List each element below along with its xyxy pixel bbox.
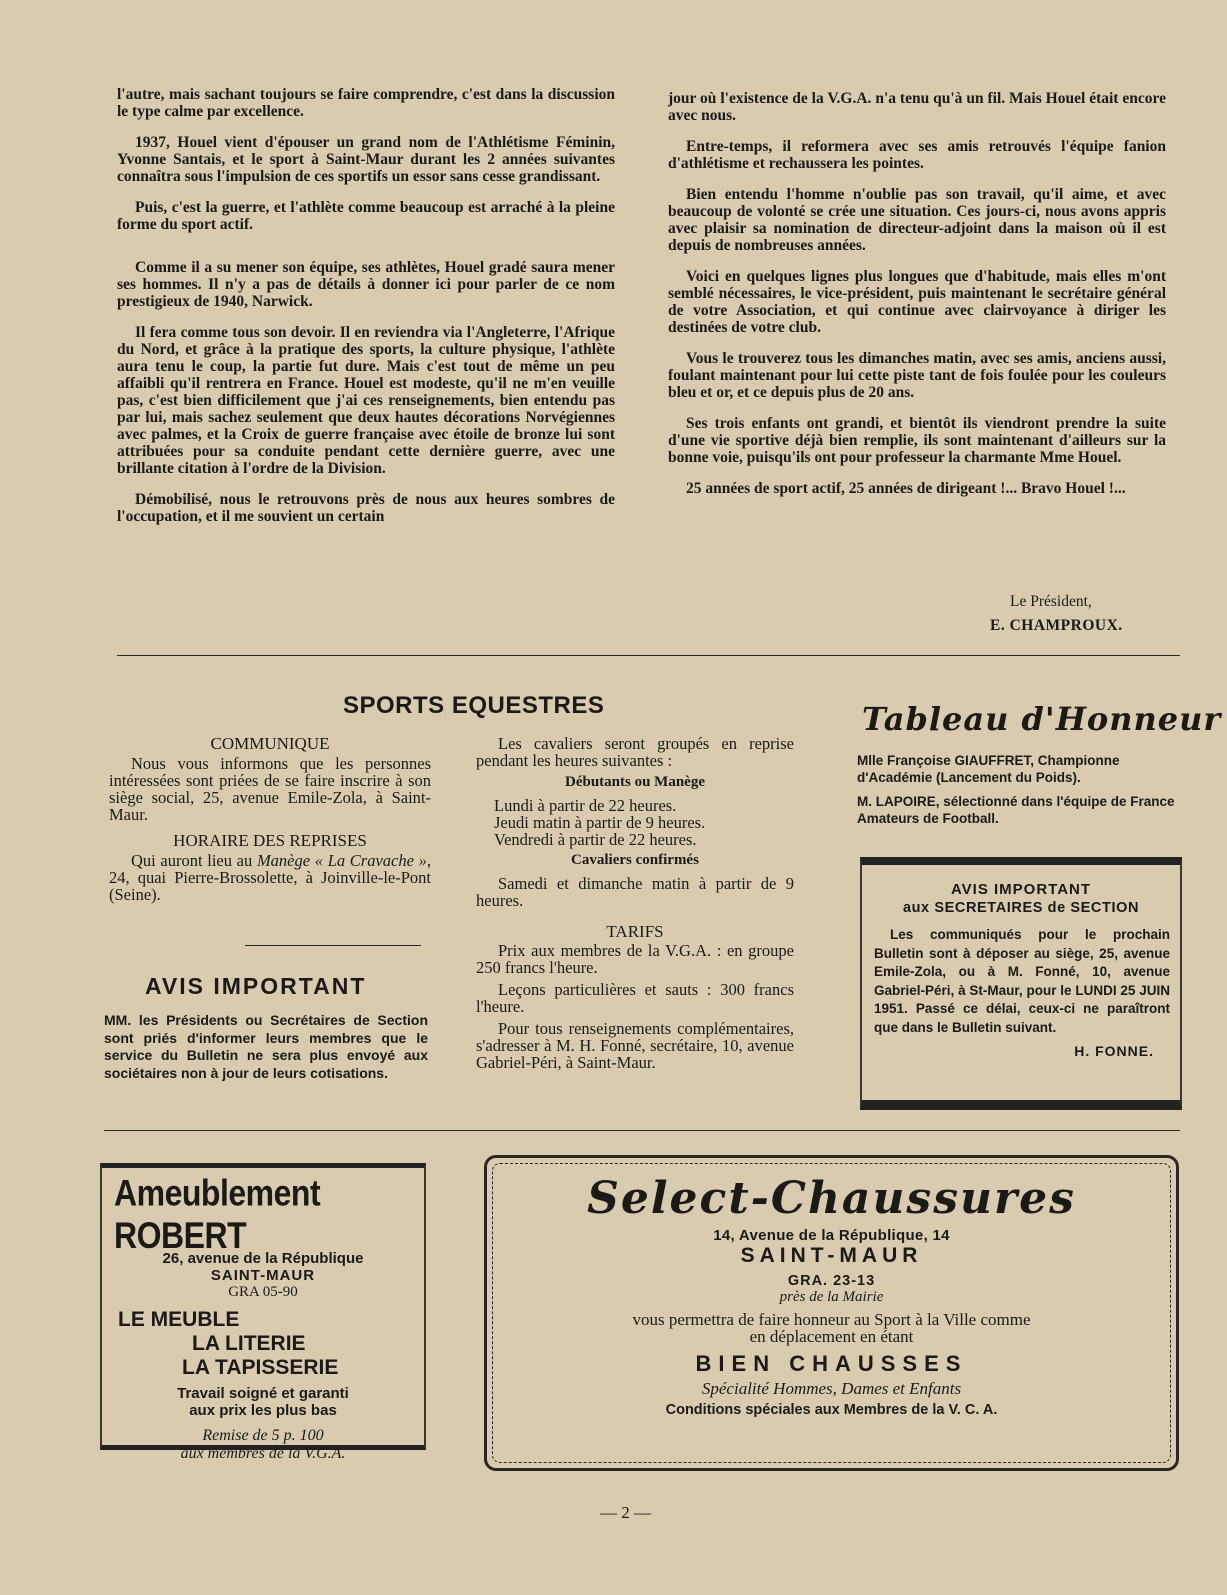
avis-left-text: MM. les Présidents ou Secrétaires de Section sont priés d'informer leurs membres que le service du Bulletin ne sera plus envoyé aux sociétaires non à jour de leurs cotisations. <box>104 1012 428 1081</box>
ad-robert-city: SAINT-MAUR <box>210 1267 316 1284</box>
article-right-paragraph: Voici en quelques lignes plus longues que d'habitude, mais elles m'ont semblé nécessaires, le vice-président, puis maintenant le secrétaire général de votre Association, et qui continue avec clairvoyance à diriger les destinées de votre club. <box>668 268 1166 336</box>
confirmes-text: Samedi et dimanche matin à partir de 9 heures. <box>476 874 794 910</box>
ad-robert-phone: GRA 05-90 <box>228 1284 298 1300</box>
ad-robert-discount-1: Remise de 5 p. 100 <box>202 1427 324 1444</box>
ad-select-title: Select-Chaussures <box>587 1173 1076 1224</box>
confirmes-heading: Cavaliers confirmés <box>571 852 699 868</box>
debutants-heading: Débutants ou Manège <box>564 774 705 790</box>
ad-select-address: 14, Avenue de la République, 14 <box>713 1227 950 1244</box>
article-right-paragraph: jour où l'existence de la V.G.A. n'a tenu qu'à un fil. Mais Houel était encore avec nous. <box>668 90 1166 124</box>
debutants-line: Jeudi matin à partir de 9 heures. <box>494 813 706 832</box>
ad-robert-line2: LA LITERIE <box>192 1332 306 1355</box>
tarifs-line: Prix aux membres de la V.G.A. : en groupe 250 francs l'heure. <box>476 941 794 977</box>
article-right-paragraph: Vous le trouverez tous les dimanches matin, avec ses amis, anciens aussi, foulant maintenant pour lui cette piste tant de fois foulée pour les couleurs bleu et or, et ce depuis plus de 20 ans. <box>668 350 1166 401</box>
equestres-left-column <box>109 735 431 903</box>
ad-select-phone: GRA. 23-13 <box>787 1273 876 1289</box>
tarifs-line: Pour tous renseignements complémentaires, s'adresser à M. H. Fonné, secrétaire, 10, avenue Gabriel-Péri, à Saint-Maur. <box>476 1019 794 1072</box>
tableau-title: Tableau d'Honneur <box>862 700 1222 738</box>
ad-select-text: vous permettra de faire honneur au Sport à la Ville comme en déplacement en étant <box>632 1310 1031 1346</box>
debutants-line: Lundi à partir de 22 heures. <box>494 796 677 815</box>
ad-robert-prices: aux prix les plus bas <box>189 1402 337 1419</box>
ad-robert-line1: LE MEUBLE <box>118 1308 240 1331</box>
article-left-paragraph: l'autre, mais sachant toujours se faire comprendre, c'est dans la discussion le type calme par excellence. <box>117 86 615 120</box>
ad-select-speciality: Spécialité Hommes, Dames et Enfants <box>701 1379 962 1398</box>
tarifs-heading: TARIFS <box>606 922 664 941</box>
tableau-entry: Mlle Françoise GIAUFFRET, Championne d'Académie (Lancement du Poids). <box>857 753 1120 785</box>
ad-select <box>484 1155 1179 1471</box>
ad-robert <box>100 1163 426 1462</box>
tarifs-line: Leçons particulières et sauts : 300 francs l'heure. <box>476 980 794 1016</box>
horaire-heading: HORAIRE DES REPRISES <box>173 831 367 850</box>
equestres-title: SPORTS EQUESTRES <box>343 692 605 719</box>
article-right-paragraph: Bien entendu l'homme n'oublie pas son travail, qu'il aime, et avec beaucoup de volonté se crée une situation. Ces jours-ci, nous avons appris avec plaisir sa nomination de directeur-adjoint dans la maison où il est depuis de nombreuses années. <box>668 186 1166 254</box>
avis-right-signature: H. FONNE. <box>1074 1043 1154 1059</box>
article-signature-name: E. CHAMPROUX. <box>990 617 1123 634</box>
ad-robert-line3: LA TAPISSERIE <box>182 1356 339 1379</box>
horaire-suffix: , 24, quai Pierre-Brossolette, à Joinville-le-Pont (Seine). <box>109 851 431 904</box>
horaire-venue: Manège « La Cravache » <box>256 851 427 870</box>
ad-robert-quality: Travail soigné et garanti <box>177 1385 349 1402</box>
avis-right-text: Les communiqués pour le prochain Bulletin sont à déposer au siège, 25, avenue Emile-Zola, ou à M. Fonné, 10, avenue Gabriel-Péri, à St-Maur, pour le LUNDI 25 JUIN 1951. Passé ce délai, ceux-ci ne paraîtront que dans le Bulletin suivant. <box>874 927 1170 1035</box>
ad-select-slogan: BIEN CHAUSSES <box>695 1351 968 1376</box>
article-left-paragraph: Il fera comme tous son devoir. Il en reviendra via l'Angleterre, l'Afrique du Nord, et grâce à la pratique des sports, la culture physique, l'athlète aura tenu le coup, la partie fut dure. Mais c'est tout de même un peu affaibli qu'il rentrera en France. Houel est modeste, qu'il ne m'en veuille pas, c'est bien difficilement que j'ai ces renseignements, bien entendu pas par lui, mais sachez seulement que deux hautes décorations Norvégiennes avec palmes, et la Croix de guerre française avec étoile de bronze lui sont attribuées pour sa conduite pendant cette dernière guerre, avec une brillante citation à l'ordre de la Division. <box>117 324 615 477</box>
horaire-prefix: Qui auront lieu au <box>131 851 257 870</box>
article-left-column <box>117 86 615 539</box>
communique-text: Nous vous informons que les personnes intéressées sont priées de se faire inscrire à son siège social, 25, avenue Emile-Zola, à Saint-Maur. <box>109 754 431 824</box>
avis-left-title: AVIS IMPORTANT <box>145 973 367 999</box>
article-left-paragraph: Démobilisé, nous le retrouvons près de nous aux heures sombres de l'occupation, et il me souvient un certain <box>117 491 615 525</box>
ad-select-conditions: Conditions spéciales aux Membres de la V. C. A. <box>665 1402 998 1418</box>
ad-select-city: SAINT-MAUR <box>740 1244 923 1267</box>
article-right-paragraph: Ses trois enfants ont grandi, et bientôt ils viendront prendre la suite d'une vie sportive déjà bien remplie, ils sont maintenant d'ailleurs sur la bonne voie, puisqu'ils ont pour professeur la charmante Mme Houel. <box>668 415 1166 466</box>
divider-bottom <box>104 1130 1180 1131</box>
article-right-column <box>668 90 1166 511</box>
ad-robert-address: 26, avenue de la République <box>162 1250 364 1267</box>
page-number: — 2 — <box>600 1503 651 1522</box>
tableau-entry: M. LAPOIRE, sélectionné dans l'équipe de France Amateurs de Football. <box>857 794 1175 826</box>
tableau-entries <box>857 752 1184 827</box>
horaire-text <box>109 852 431 903</box>
avis-right-box <box>860 857 1182 1110</box>
groups-intro: Les cavaliers seront groupés en reprise pendant les heures suivantes : <box>476 734 794 770</box>
ad-robert-title: Ameublement ROBERT <box>114 1172 321 1256</box>
divider-top <box>117 655 1180 656</box>
article-left-paragraph: 1937, Houel vient d'épouser un grand nom de l'Athlétisme Féminin, Yvonne Santais, et le sport à Saint-Maur durant les 2 années suivantes connaîtra sous l'impulsion de ces sportifs un essor sans cesse grandissant. <box>117 134 615 185</box>
debutants-line: Vendredi à partir de 22 heures. <box>494 830 697 849</box>
communique-heading: COMMUNIQUE <box>210 734 330 753</box>
ad-select-near: près de la Mairie <box>779 1289 884 1305</box>
article-right-paragraph: Entre-temps, il reformera avec ses amis retrouvés l'équipe fanion d'athlétisme et rechaussera les pointes. <box>668 138 1166 172</box>
article-right-paragraph: 25 années de sport actif, 25 années de dirigeant !... Bravo Houel !... <box>686 480 1126 497</box>
avis-right-title-1: AVIS IMPORTANT <box>950 881 1092 898</box>
ad-robert-discount-2: aux membres de la V.G.A. <box>180 1445 346 1462</box>
article-signature-title: Le Président, <box>1010 593 1092 610</box>
divider-equestres-left <box>245 945 421 946</box>
avis-right-title-2: aux SECRETAIRES de SECTION <box>902 900 1140 916</box>
article-left-paragraph: Puis, c'est la guerre, et l'athlète comme beaucoup est arraché à la pleine forme du sport actif. <box>117 199 615 233</box>
article-left-paragraph: Comme il a su mener son équipe, ses athlètes, Houel gradé saura mener ses hommes. Il n'y a pas de détails à donner ici pour parler de ce nom prestigieux de 1940, Narwick. <box>117 259 615 310</box>
equestres-middle-column <box>476 735 794 1071</box>
